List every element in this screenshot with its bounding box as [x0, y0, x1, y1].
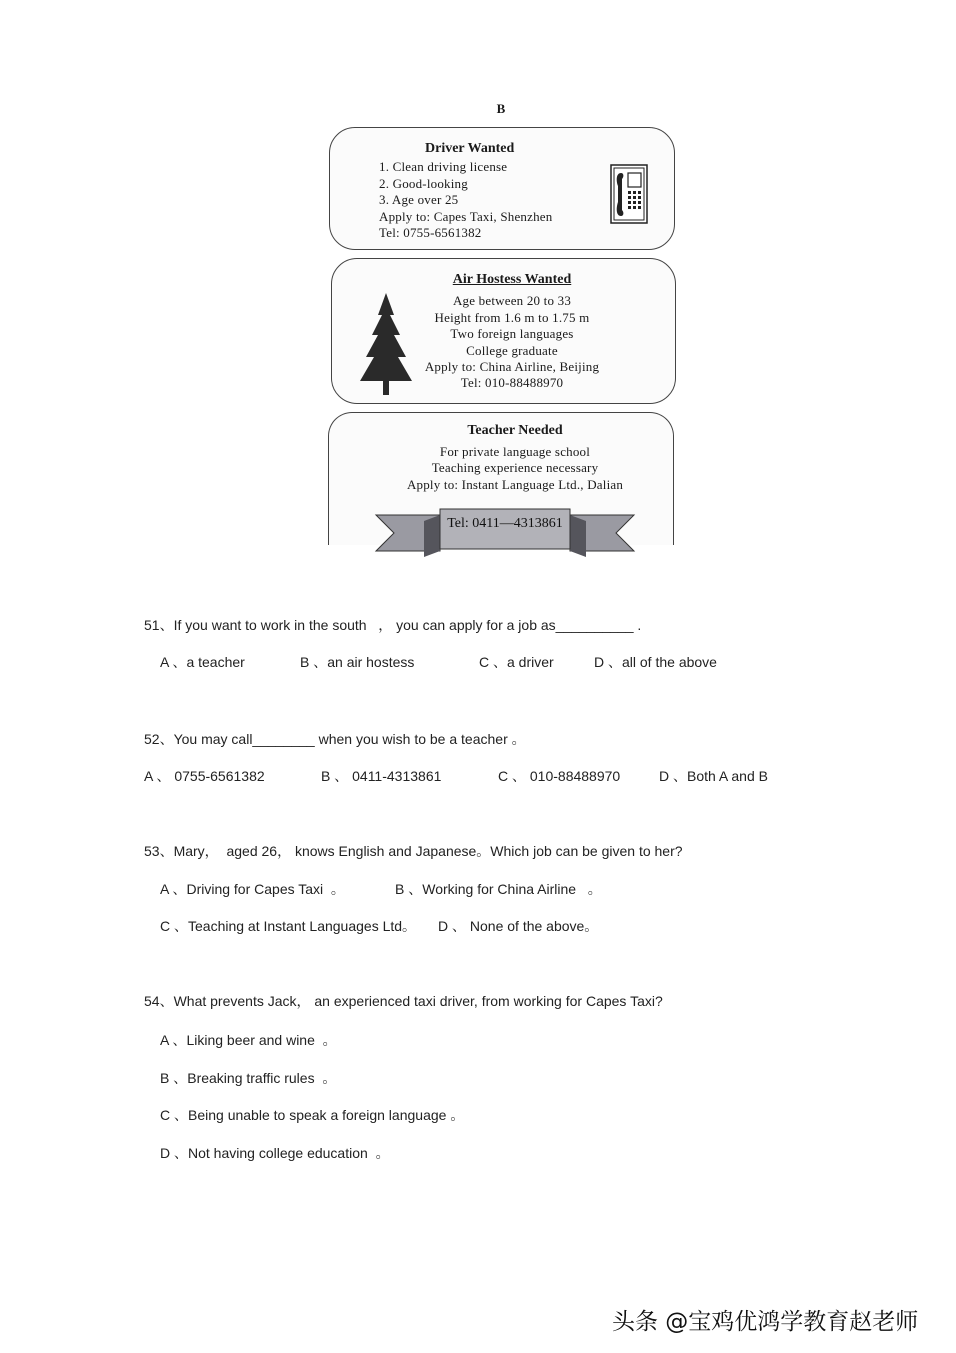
question-52-option-c: C 、 010-88488970 [498, 768, 621, 784]
ad-line: Teaching experience necessary [431, 460, 599, 475]
question-54-stem: 54、What prevents Jack， an experienced taxi driver, from working for Capes Taxi? [144, 993, 663, 1009]
watermark: 头条 @宝鸡优鸿学教育赵老师 [612, 1309, 919, 1335]
ad-line: Tel: 0755-6561382 [379, 225, 482, 240]
question-53-option-d: D 、 None of the above。 [438, 918, 599, 934]
telephone-icon [610, 164, 648, 224]
question-54-option-b: B 、Breaking traffic rules 。 [160, 1070, 337, 1086]
ad-line: 2. Good-looking [379, 176, 468, 191]
banner-phone: Tel: 0411—4313861 [447, 516, 563, 531]
ad-line: Two foreign languages [450, 326, 574, 341]
ad-line: Apply to: China Airline, Beijing [424, 359, 600, 374]
question-51-option-b: B 、an air hostess [300, 654, 415, 670]
ad-driver-wanted [329, 127, 675, 250]
ad-line: Tel: 010-88488970 [460, 375, 564, 390]
ribbon-banner [374, 505, 636, 559]
question-53-option-c: C 、Teaching at Instant Languages Ltd。 [160, 918, 417, 934]
question-53-option-a: A 、Driving for Capes Taxi 。 [160, 881, 345, 897]
question-53-stem: 53、Mary， aged 26， knows English and Japanese。Which job can be given to her? [144, 843, 683, 859]
ad-title: Air Hostess Wanted [452, 272, 572, 287]
ad-line: Age between 20 to 33 [452, 293, 572, 308]
ad-line: Apply to: Instant Language Ltd., Dalian [406, 477, 624, 492]
question-53-option-b: B 、Working for China Airline 。 [395, 881, 602, 897]
section-label: B [496, 101, 506, 116]
ad-line: For private language school [439, 444, 591, 459]
ad-line: College graduate [466, 343, 558, 358]
question-51-option-c: C 、a driver [479, 654, 554, 670]
question-54-option-a: A 、Liking beer and wine 。 [160, 1032, 337, 1048]
question-54-option-c: C 、Being unable to speak a foreign language 。 [160, 1107, 465, 1123]
ribbon-shape [374, 505, 636, 559]
question-51-option-a: A 、a teacher [160, 654, 245, 670]
ad-line: 3. Age over 25 [379, 192, 459, 207]
question-52-option-d: D 、Both A and B [659, 768, 768, 784]
question-51-option-d: D 、all of the above [594, 654, 717, 670]
ad-title: Driver Wanted [425, 141, 515, 156]
question-54-option-d: D 、Not having college education 。 [160, 1145, 390, 1161]
ad-line: Height from 1.6 m to 1.75 m [434, 310, 590, 325]
question-51-stem: 51、If you want to work in the south ， you can apply for a job as__________ . [144, 617, 642, 633]
pine-tree-icon [358, 291, 414, 397]
ad-title: Teacher Needed [467, 423, 563, 438]
ad-air-hostess-wanted [331, 258, 676, 404]
question-52-option-b: B 、 0411-4313861 [321, 768, 442, 784]
question-52-stem: 52、You may call________ when you wish to be a teacher 。 [144, 731, 526, 747]
ad-line: Apply to: Capes Taxi, Shenzhen [379, 209, 553, 224]
ad-line: 1. Clean driving license [379, 159, 508, 174]
question-52-option-a: A 、 0755-6561382 [144, 768, 265, 784]
